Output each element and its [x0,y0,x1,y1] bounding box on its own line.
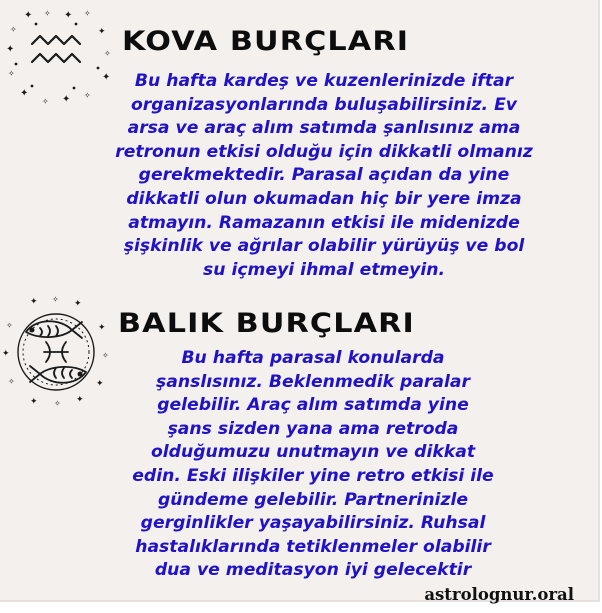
kova-line: dikkatli olun okumadan hiç bir yere imza [126,188,522,209]
svg-text:✧: ✧ [42,97,49,106]
kova-title: KOVA BURÇLARI [122,26,410,57]
balik-line: olduğumuzu unutmayın ve dikkat [150,442,476,463]
svg-text:✦: ✦ [74,299,82,309]
balik-line: edin. Eski ilişkiler yine retro etkisi ile [132,465,494,486]
svg-text:✧: ✧ [102,351,109,360]
svg-text:✧: ✧ [8,377,15,386]
balik-line: şanslısınız. Beklenmedik paralar [156,371,470,392]
svg-text:✦: ✦ [30,397,38,407]
kova-line: retronun etkisi olduğu için dikkatli olmanız [115,141,533,162]
balik-line: gündeme gelebilir. Partnerinizle [157,489,469,510]
svg-text:✦: ✦ [24,10,33,21]
balik-line: Bu hafta parasal konularda [181,348,445,368]
author-handle: astrolognur.oral [424,585,574,604]
kova-line: atmayın. Ramazanın etkisi ile midenizde [128,212,520,233]
svg-text:✧: ✧ [6,321,13,330]
svg-text:✧: ✧ [104,49,111,58]
balik-line: gelebilir. Araç alım satımda yine [157,395,469,416]
svg-text:✦: ✦ [30,297,38,307]
svg-text:✦: ✦ [98,27,106,37]
svg-text:✧: ✧ [10,25,17,34]
svg-text:✦: ✦ [96,379,104,389]
balik-line: hastalıklarında tetiklenmeler olabilir [135,536,491,557]
balik-title: BALIK BURÇLARI [118,308,415,339]
kova-line: organizasyonlarında buluşabilirsiniz. Ev [130,94,518,115]
svg-text:✧: ✧ [54,399,61,408]
svg-text:✧: ✧ [8,69,15,78]
svg-text:✦: ✦ [64,10,73,21]
svg-text:✧: ✧ [84,91,91,100]
svg-text:✦: ✦ [98,323,106,333]
svg-text:✦: ✦ [62,94,71,105]
svg-text:✦: ✦ [2,349,10,359]
svg-text:✦: ✦ [20,88,29,99]
svg-text:✦: ✦ [76,395,84,405]
svg-text:✧: ✧ [84,9,91,18]
kova-line: şişkinlik ve ağrılar olabilir yürüyüş ve bol [123,236,525,257]
balik-line: şans sizden yana ama retroda [167,418,459,439]
svg-text:✦: ✦ [102,72,111,83]
kova-paragraph [64,70,584,282]
kova-line: gerekmektedir. Parasal açıdan da yine [138,165,510,186]
svg-text:✧: ✧ [44,9,51,18]
balik-line: gerginlikler yaşayabilirsiniz. Ruhsal [140,513,486,534]
svg-text:✧: ✧ [52,295,59,304]
kova-line: arsa ve araç alım satımda şanlısınız ama [127,118,521,139]
svg-text:✦: ✦ [6,44,15,55]
kova-line: su içmeyi ihmal etmeyin. [203,259,445,280]
balik-line: dua ve meditasyon iyi gelecektir [154,560,472,581]
balik-paragraph [96,347,530,583]
kova-line: Bu hafta kardeş ve kuzenlerinizde iftar [134,71,514,91]
